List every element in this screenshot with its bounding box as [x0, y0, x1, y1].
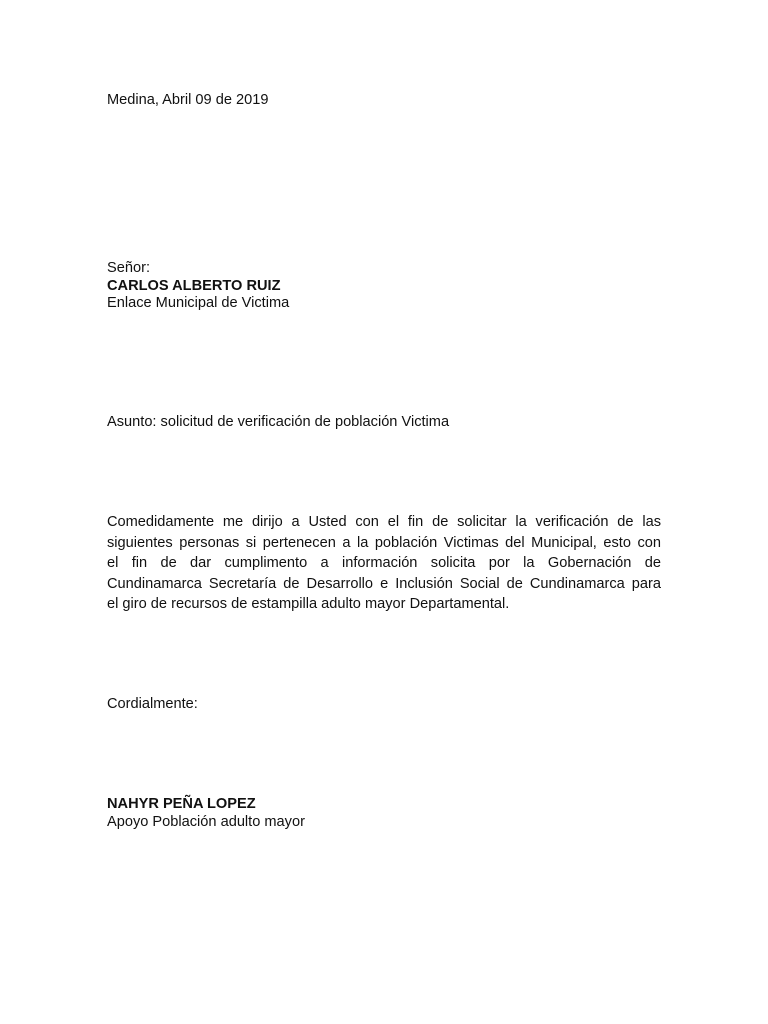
body-line: siguientes personas si pertenecen a la población Victimas del Municipal, esto con: [107, 534, 661, 551]
recipient-title: Enlace Municipal de Victima: [107, 295, 290, 311]
closing: Cordialmente:: [107, 696, 198, 712]
date-line: Medina, Abril 09 de 2019: [107, 92, 269, 108]
subject-line: Asunto: solicitud de verificación de población Victima: [107, 414, 450, 430]
body-line: el fin de dar cumplimento a información solicita por la Gobernación de: [107, 555, 661, 571]
body-line: Comedidamente me dirijo a Usted con el fin de solicitar la verificación de las: [107, 514, 661, 530]
body-line: Cundinamarca Secretaría de Desarrollo e Inclusión Social de Cundinamarca para: [107, 575, 661, 592]
sender-name: NAHYR PEÑA LOPEZ: [107, 796, 256, 812]
salutation: Señor:: [107, 260, 150, 276]
body-line: el giro de recursos de estampilla adulto mayor Departamental.: [107, 596, 510, 612]
recipient-name: CARLOS ALBERTO RUIZ: [107, 278, 281, 294]
letter-body: [107, 512, 661, 615]
sender-title: Apoyo Población adulto mayor: [107, 814, 305, 830]
